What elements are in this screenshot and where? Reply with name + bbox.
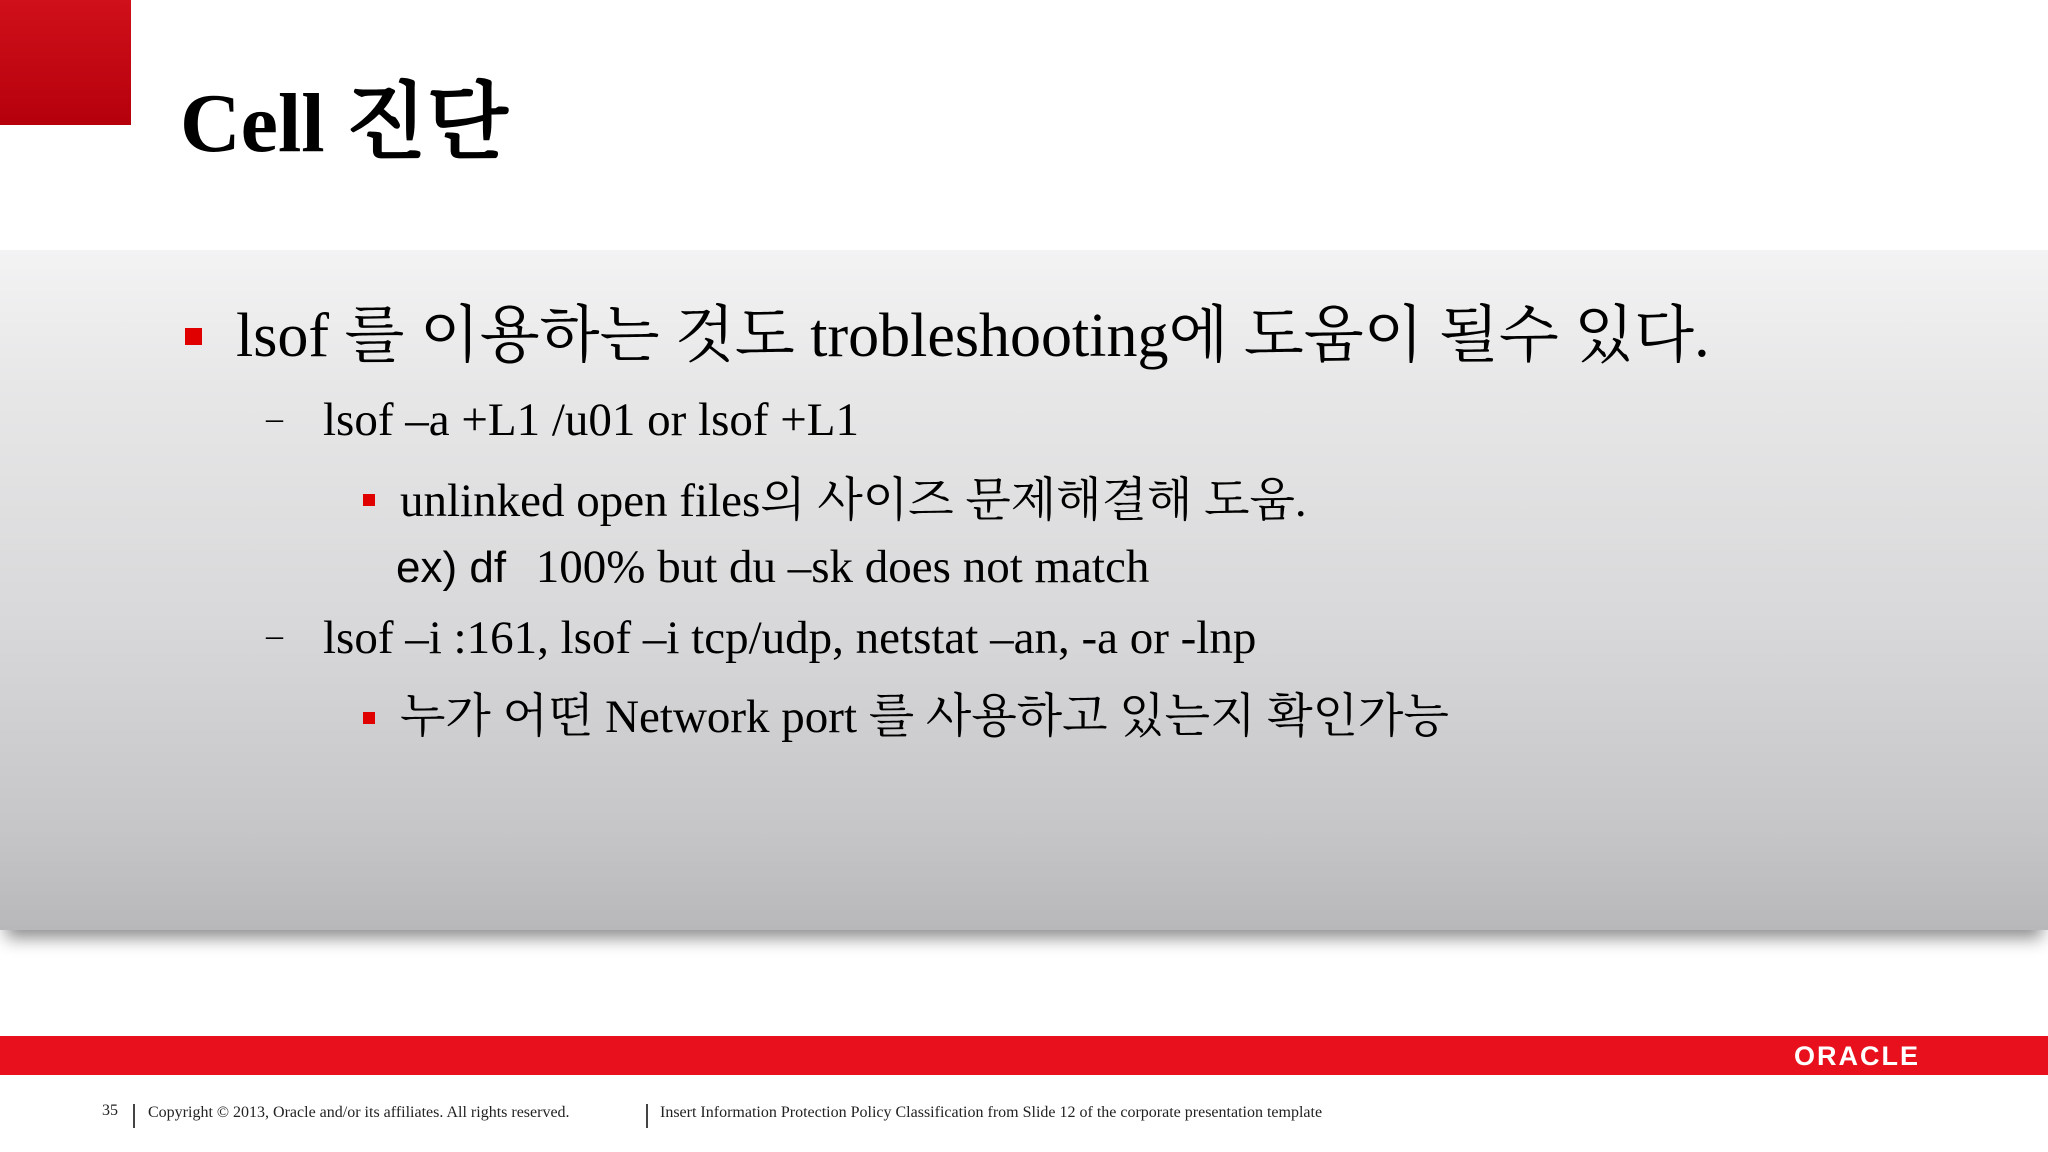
classification-text: Insert Information Protection Policy Classification from Slide 12 of the corporate presentation template xyxy=(660,1104,1323,1121)
footer-separator xyxy=(133,1104,135,1128)
sub-bullet-text: lsof –i :161, lsof –i tcp/udp, netstat –an, -a or -lnp xyxy=(323,612,1257,664)
bullet-square-icon xyxy=(363,494,375,506)
sub-bullet-text: lsof –a +L1 /u01 or lsof +L1 xyxy=(323,394,860,446)
example-prefix: ex) df xyxy=(396,543,507,592)
oracle-logo: ORACLE xyxy=(1794,1041,1920,1071)
dash-bullet-icon: – xyxy=(266,617,283,654)
dash-bullet-icon: – xyxy=(266,400,283,437)
bullet-main-text: lsof 를 이용하는 것도 trobleshooting에 도움이 될수 있다. xyxy=(236,302,1710,370)
sub-sub-bullet-text: 누가 어떤 Network port 를 사용하고 있는지 확인가능 xyxy=(400,691,1449,743)
footer-red-bar xyxy=(0,1036,2048,1075)
sub-sub-bullet-text: unlinked open files의 사이즈 문제해결해 도움. xyxy=(400,475,1307,527)
copyright-text: Copyright © 2013, Oracle and/or its affiliates. All rights reserved. xyxy=(148,1104,570,1121)
footer-separator xyxy=(646,1104,648,1128)
corner-accent-block xyxy=(0,0,131,125)
example-text: 100% but du –sk does not match xyxy=(535,541,1150,593)
content-panel xyxy=(0,250,2048,930)
slide-title: Cell 진단 xyxy=(180,77,508,170)
bullet-square-icon xyxy=(363,712,375,724)
example-line xyxy=(396,537,1149,598)
page-number: 35 xyxy=(102,1102,118,1119)
bullet-square-icon xyxy=(185,328,202,345)
